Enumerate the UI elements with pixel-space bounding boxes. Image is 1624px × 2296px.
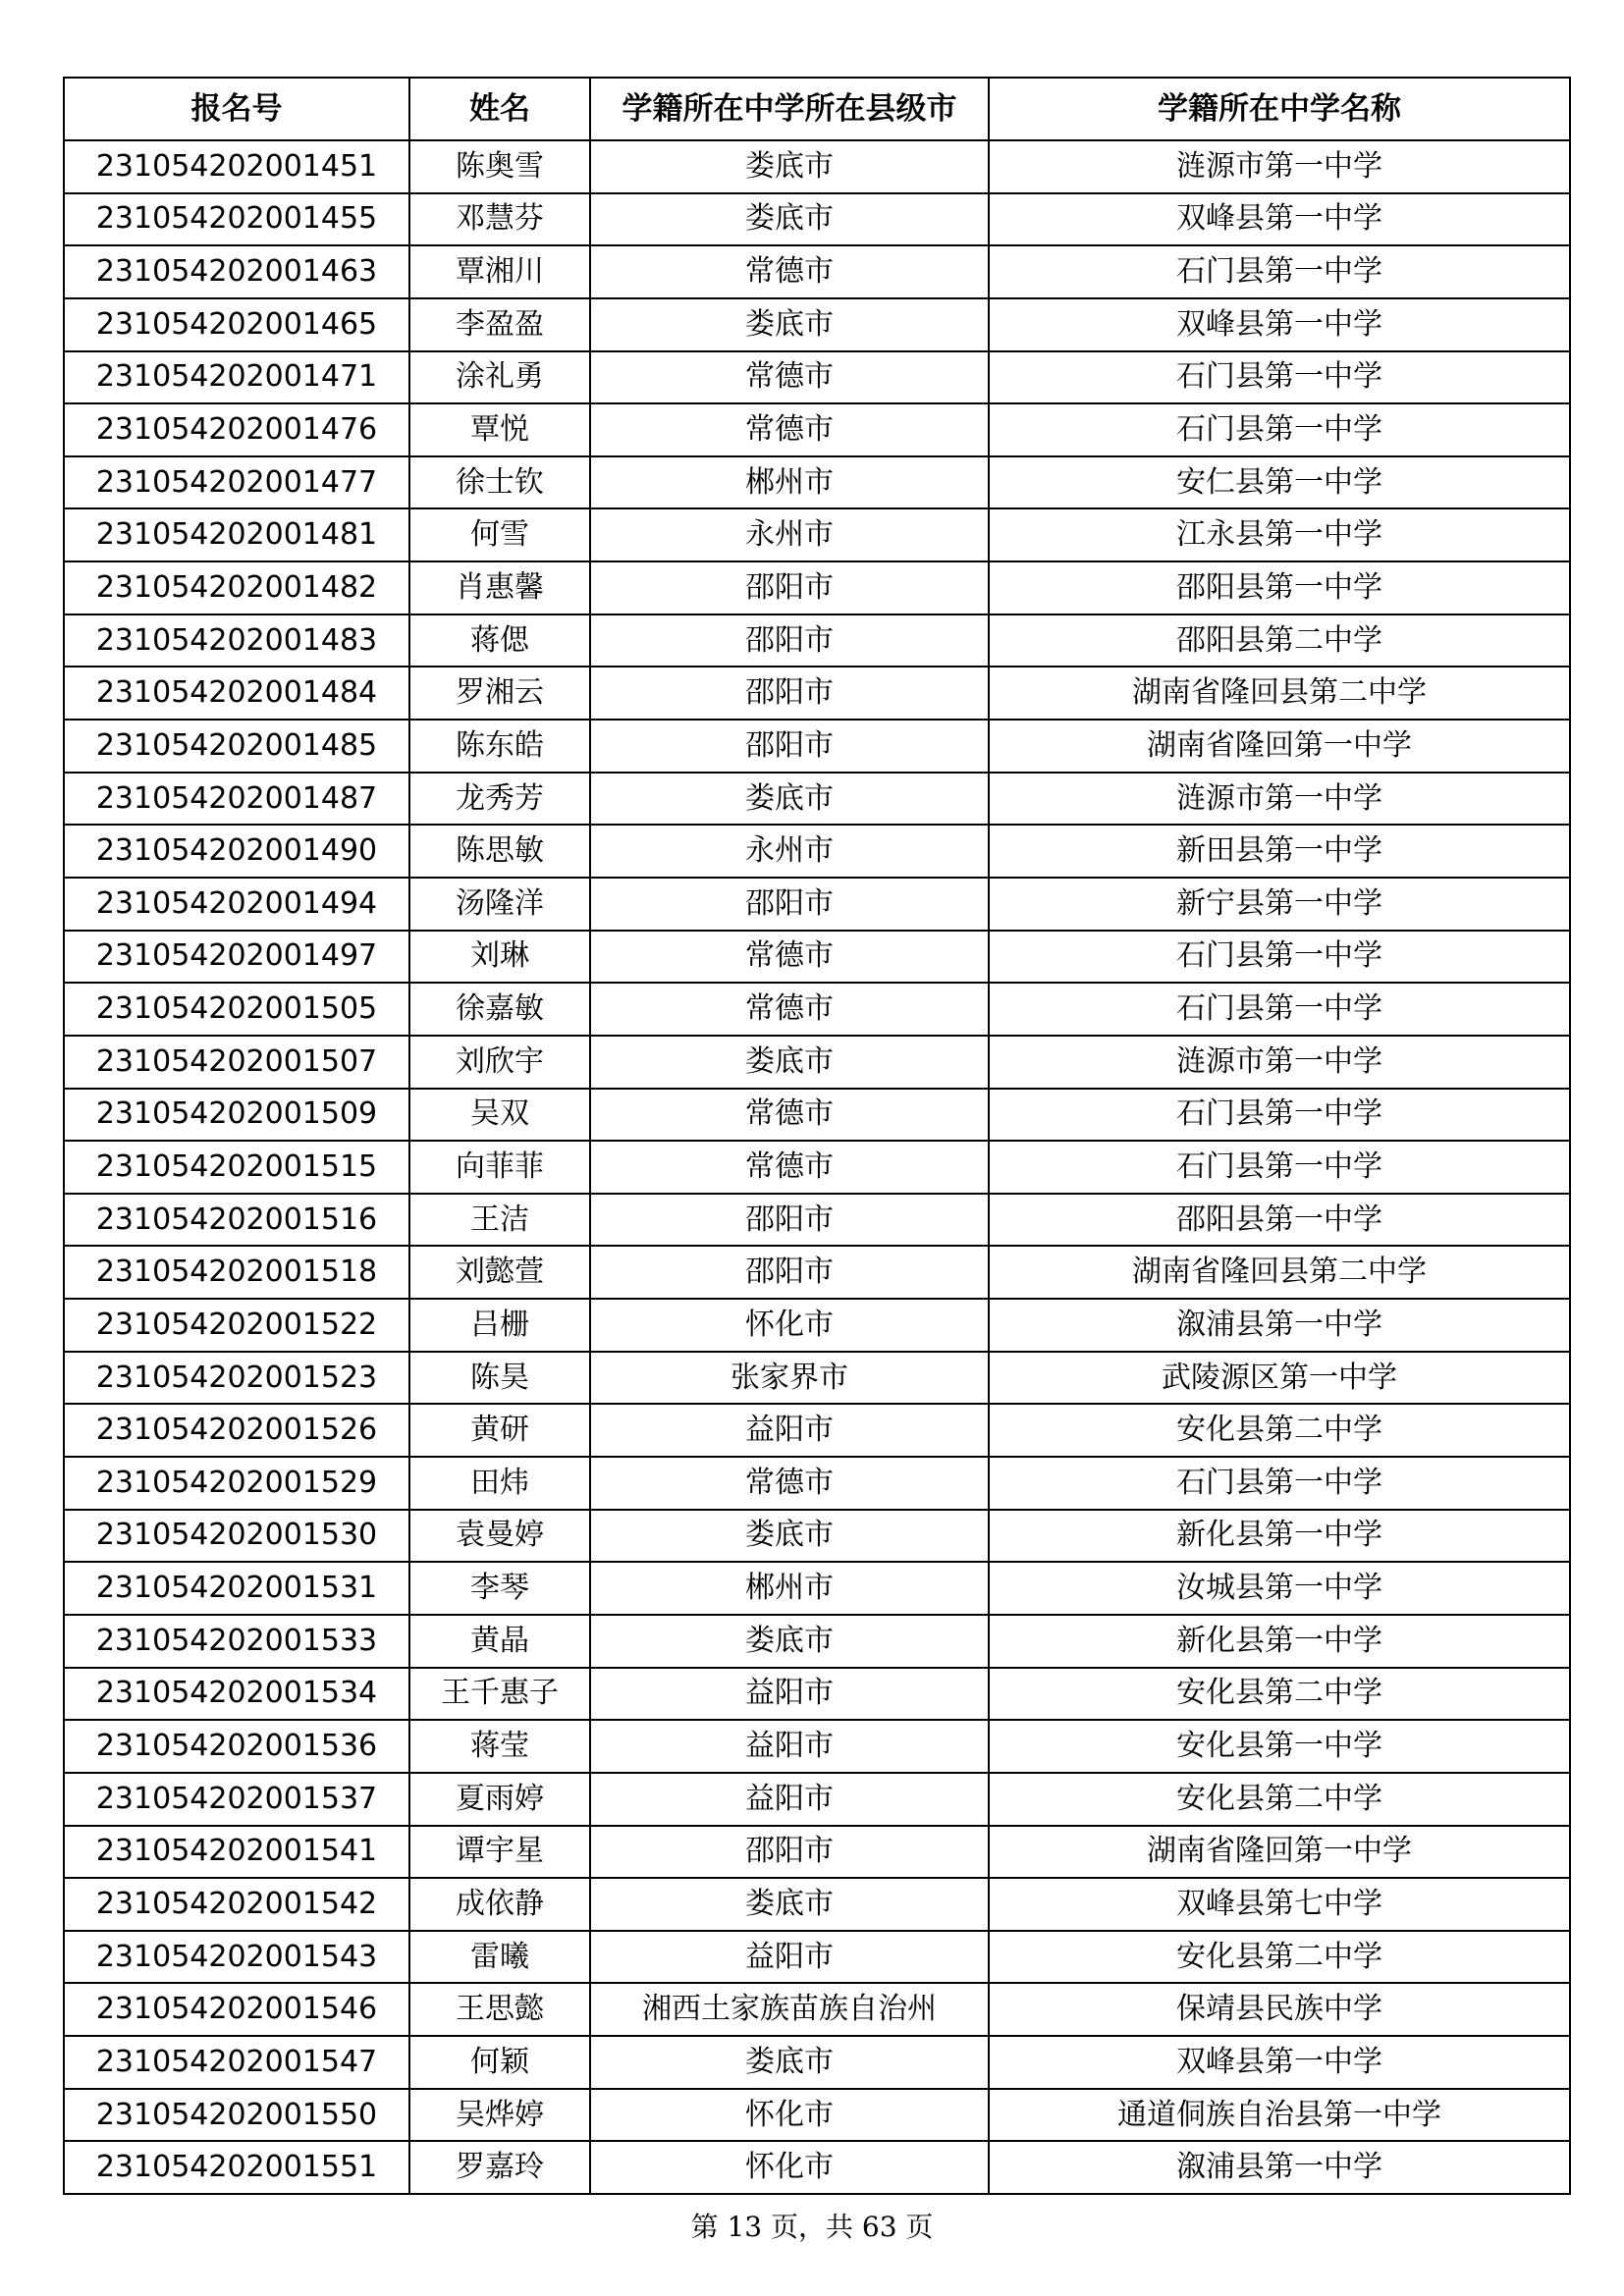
registration-number-cell: 231054202001471: [64, 351, 409, 404]
school-city-cell: 常德市: [590, 403, 989, 456]
table-row: [64, 1404, 1570, 1457]
table-row: [64, 1878, 1570, 1931]
registration-number-cell: 231054202001523: [64, 1352, 409, 1405]
registration-number-cell: 231054202001509: [64, 1089, 409, 1142]
school-city-cell: 湘西土家族苗族自治州: [590, 1983, 989, 2036]
table-row: [64, 2089, 1570, 2142]
registration-number-cell: 231054202001516: [64, 1194, 409, 1247]
school-city-cell: 怀化市: [590, 1299, 989, 1352]
student-name-cell: 罗湘云: [409, 667, 590, 720]
table-row: [64, 1826, 1570, 1879]
table-row: [64, 1194, 1570, 1247]
registration-number-cell: 231054202001546: [64, 1983, 409, 2036]
student-name-cell: 成依静: [409, 1878, 590, 1931]
registration-number-cell: 231054202001526: [64, 1404, 409, 1457]
table-row: [64, 561, 1570, 614]
table-row: [64, 193, 1570, 246]
registration-number-cell: 231054202001497: [64, 931, 409, 984]
school-name-cell: 石门县第一中学: [989, 403, 1570, 456]
school-name-cell: 双峰县第一中学: [989, 298, 1570, 351]
registration-number-cell: 231054202001536: [64, 1720, 409, 1773]
column-header-school-city: 学籍所在中学所在县级市: [590, 78, 989, 140]
school-city-cell: 益阳市: [590, 1720, 989, 1773]
school-city-cell: 娄底市: [590, 2036, 989, 2089]
school-name-cell: 石门县第一中学: [989, 1141, 1570, 1194]
table-row: [64, 2141, 1570, 2194]
school-city-cell: 娄底市: [590, 298, 989, 351]
registration-number-cell: 231054202001477: [64, 456, 409, 509]
school-name-cell: 安化县第二中学: [989, 1404, 1570, 1457]
school-name-cell: 新化县第一中学: [989, 1615, 1570, 1668]
school-city-cell: 常德市: [590, 1089, 989, 1142]
school-city-cell: 娄底市: [590, 1036, 989, 1089]
student-name-cell: 邓慧芬: [409, 193, 590, 246]
student-name-cell: 李琴: [409, 1562, 590, 1615]
school-name-cell: 邵阳县第二中学: [989, 614, 1570, 667]
student-name-cell: 刘欣宇: [409, 1036, 590, 1089]
school-name-cell: 湖南省隆回县第二中学: [989, 667, 1570, 720]
school-city-cell: 永州市: [590, 825, 989, 878]
student-name-cell: 王洁: [409, 1194, 590, 1247]
registration-number-cell: 231054202001485: [64, 720, 409, 773]
school-name-cell: 安化县第一中学: [989, 1720, 1570, 1773]
table-row: [64, 667, 1570, 720]
school-city-cell: 常德市: [590, 1457, 989, 1510]
school-city-cell: 邵阳市: [590, 614, 989, 667]
student-name-cell: 覃湘川: [409, 245, 590, 298]
school-name-cell: 涟源市第一中学: [989, 773, 1570, 826]
student-name-cell: 龙秀芳: [409, 773, 590, 826]
school-city-cell: 邵阳市: [590, 1194, 989, 1247]
registration-number-cell: 231054202001529: [64, 1457, 409, 1510]
school-city-cell: 娄底市: [590, 140, 989, 193]
student-name-cell: 陈奥雪: [409, 140, 590, 193]
school-name-cell: 石门县第一中学: [989, 1457, 1570, 1510]
table-row: [64, 298, 1570, 351]
table-row: [64, 1510, 1570, 1563]
school-name-cell: 汝城县第一中学: [989, 1562, 1570, 1615]
registration-number-cell: 231054202001476: [64, 403, 409, 456]
student-name-cell: 王千惠子: [409, 1668, 590, 1721]
school-name-cell: 溆浦县第一中学: [989, 2141, 1570, 2194]
school-city-cell: 益阳市: [590, 1668, 989, 1721]
registration-number-cell: 231054202001505: [64, 983, 409, 1036]
school-name-cell: 石门县第一中学: [989, 1089, 1570, 1142]
registration-number-cell: 231054202001463: [64, 245, 409, 298]
registration-number-cell: 231054202001490: [64, 825, 409, 878]
registration-number-cell: 231054202001531: [64, 1562, 409, 1615]
registration-number-cell: 231054202001455: [64, 193, 409, 246]
registration-number-cell: 231054202001541: [64, 1826, 409, 1879]
table-row: [64, 351, 1570, 404]
school-city-cell: 怀化市: [590, 2089, 989, 2142]
school-name-cell: 通道侗族自治县第一中学: [989, 2089, 1570, 2142]
table-row: [64, 456, 1570, 509]
school-city-cell: 娄底市: [590, 1878, 989, 1931]
school-city-cell: 常德市: [590, 983, 989, 1036]
registration-number-cell: 231054202001494: [64, 878, 409, 931]
school-name-cell: 湖南省隆回第一中学: [989, 720, 1570, 773]
table-row: [64, 1352, 1570, 1405]
school-name-cell: 双峰县第一中学: [989, 193, 1570, 246]
school-name-cell: 邵阳县第一中学: [989, 561, 1570, 614]
student-name-cell: 王思懿: [409, 1983, 590, 2036]
table-row: [64, 1089, 1570, 1142]
school-city-cell: 娄底市: [590, 1510, 989, 1563]
school-name-cell: 湖南省隆回第一中学: [989, 1826, 1570, 1879]
table-row: [64, 403, 1570, 456]
student-name-cell: 吕栅: [409, 1299, 590, 1352]
student-name-cell: 涂礼勇: [409, 351, 590, 404]
school-name-cell: 湖南省隆回县第二中学: [989, 1246, 1570, 1299]
student-name-cell: 吴烨婷: [409, 2089, 590, 2142]
table-row: [64, 1615, 1570, 1668]
table-row: [64, 614, 1570, 667]
column-header-name: 姓名: [409, 78, 590, 140]
table-row: [64, 1246, 1570, 1299]
school-name-cell: 石门县第一中学: [989, 931, 1570, 984]
registration-number-cell: 231054202001484: [64, 667, 409, 720]
table-row: [64, 1931, 1570, 1984]
school-city-cell: 益阳市: [590, 1931, 989, 1984]
student-name-cell: 陈东皓: [409, 720, 590, 773]
student-name-cell: 黄研: [409, 1404, 590, 1457]
student-name-cell: 刘琳: [409, 931, 590, 984]
student-name-cell: 蒋莹: [409, 1720, 590, 1773]
registration-number-cell: 231054202001537: [64, 1773, 409, 1826]
school-city-cell: 常德市: [590, 351, 989, 404]
school-name-cell: 新宁县第一中学: [989, 878, 1570, 931]
student-name-cell: 吴双: [409, 1089, 590, 1142]
school-name-cell: 双峰县第一中学: [989, 2036, 1570, 2089]
table-row: [64, 2036, 1570, 2089]
table-row: [64, 1141, 1570, 1194]
student-name-cell: 汤隆洋: [409, 878, 590, 931]
school-name-cell: 保靖县民族中学: [989, 1983, 1570, 2036]
school-name-cell: 新化县第一中学: [989, 1510, 1570, 1563]
admission-list-sheet: [63, 77, 1569, 2195]
school-name-cell: 石门县第一中学: [989, 983, 1570, 1036]
student-name-cell: 何雪: [409, 508, 590, 561]
student-name-cell: 陈思敏: [409, 825, 590, 878]
registration-number-cell: 231054202001550: [64, 2089, 409, 2142]
registration-number-cell: 231054202001507: [64, 1036, 409, 1089]
table-header-row: [64, 78, 1570, 140]
table-row: [64, 1983, 1570, 2036]
student-name-cell: 何颖: [409, 2036, 590, 2089]
registration-number-cell: 231054202001530: [64, 1510, 409, 1563]
school-name-cell: 安仁县第一中学: [989, 456, 1570, 509]
registration-number-cell: 231054202001481: [64, 508, 409, 561]
table-row: [64, 1773, 1570, 1826]
school-city-cell: 益阳市: [590, 1404, 989, 1457]
school-city-cell: 邵阳市: [590, 1826, 989, 1879]
student-name-cell: 蒋偲: [409, 614, 590, 667]
school-name-cell: 石门县第一中学: [989, 351, 1570, 404]
school-city-cell: 益阳市: [590, 1773, 989, 1826]
table-row: [64, 825, 1570, 878]
registration-number-cell: 231054202001483: [64, 614, 409, 667]
student-name-cell: 刘懿萱: [409, 1246, 590, 1299]
school-name-cell: 涟源市第一中学: [989, 140, 1570, 193]
column-header-school-name: 学籍所在中学名称: [989, 78, 1570, 140]
student-name-cell: 雷曦: [409, 1931, 590, 1984]
table-row: [64, 773, 1570, 826]
table-row: [64, 1720, 1570, 1773]
registration-number-cell: 231054202001551: [64, 2141, 409, 2194]
table-row: [64, 983, 1570, 1036]
registration-number-cell: 231054202001534: [64, 1668, 409, 1721]
table-row: [64, 140, 1570, 193]
school-name-cell: 双峰县第七中学: [989, 1878, 1570, 1931]
student-name-cell: 黄晶: [409, 1615, 590, 1668]
school-name-cell: 安化县第二中学: [989, 1931, 1570, 1984]
school-city-cell: 邵阳市: [590, 561, 989, 614]
school-city-cell: 怀化市: [590, 2141, 989, 2194]
table-row: [64, 1668, 1570, 1721]
school-name-cell: 石门县第一中学: [989, 245, 1570, 298]
student-name-cell: 覃悦: [409, 403, 590, 456]
registration-number-cell: 231054202001482: [64, 561, 409, 614]
school-city-cell: 娄底市: [590, 193, 989, 246]
school-city-cell: 娄底市: [590, 1615, 989, 1668]
table-row: [64, 931, 1570, 984]
student-name-cell: 谭宇星: [409, 1826, 590, 1879]
page-footer: 第 13 页，共 63 页: [690, 2211, 934, 2243]
school-name-cell: 邵阳县第一中学: [989, 1194, 1570, 1247]
admission-list-table: [63, 77, 1571, 2195]
school-city-cell: 常德市: [590, 1141, 989, 1194]
school-name-cell: 安化县第二中学: [989, 1773, 1570, 1826]
table-body: [64, 140, 1570, 2194]
registration-number-cell: 231054202001543: [64, 1931, 409, 1984]
school-name-cell: 新田县第一中学: [989, 825, 1570, 878]
student-name-cell: 徐士钦: [409, 456, 590, 509]
school-name-cell: 溆浦县第一中学: [989, 1299, 1570, 1352]
student-name-cell: 罗嘉玲: [409, 2141, 590, 2194]
registration-number-cell: 231054202001533: [64, 1615, 409, 1668]
registration-number-cell: 231054202001515: [64, 1141, 409, 1194]
table-row: [64, 720, 1570, 773]
registration-number-cell: 231054202001487: [64, 773, 409, 826]
school-name-cell: 涟源市第一中学: [989, 1036, 1570, 1089]
table-row: [64, 1457, 1570, 1510]
student-name-cell: 徐嘉敏: [409, 983, 590, 1036]
registration-number-cell: 231054202001451: [64, 140, 409, 193]
school-name-cell: 安化县第二中学: [989, 1668, 1570, 1721]
student-name-cell: 袁曼婷: [409, 1510, 590, 1563]
registration-number-cell: 231054202001522: [64, 1299, 409, 1352]
school-city-cell: 郴州市: [590, 456, 989, 509]
school-city-cell: 张家界市: [590, 1352, 989, 1405]
school-name-cell: 江永县第一中学: [989, 508, 1570, 561]
school-city-cell: 常德市: [590, 931, 989, 984]
school-city-cell: 郴州市: [590, 1562, 989, 1615]
student-name-cell: 肖惠馨: [409, 561, 590, 614]
registration-number-cell: 231054202001518: [64, 1246, 409, 1299]
table-row: [64, 245, 1570, 298]
school-name-cell: 武陵源区第一中学: [989, 1352, 1570, 1405]
school-city-cell: 邵阳市: [590, 720, 989, 773]
column-header-registration-number: 报名号: [64, 78, 409, 140]
registration-number-cell: 231054202001465: [64, 298, 409, 351]
school-city-cell: 永州市: [590, 508, 989, 561]
student-name-cell: 向菲菲: [409, 1141, 590, 1194]
student-name-cell: 夏雨婷: [409, 1773, 590, 1826]
registration-number-cell: 231054202001547: [64, 2036, 409, 2089]
student-name-cell: 田炜: [409, 1457, 590, 1510]
student-name-cell: 陈昊: [409, 1352, 590, 1405]
table-row: [64, 1299, 1570, 1352]
table-row: [64, 1562, 1570, 1615]
table-row: [64, 878, 1570, 931]
table-row: [64, 508, 1570, 561]
school-city-cell: 邵阳市: [590, 878, 989, 931]
student-name-cell: 李盈盈: [409, 298, 590, 351]
table-row: [64, 1036, 1570, 1089]
school-city-cell: 常德市: [590, 245, 989, 298]
school-city-cell: 邵阳市: [590, 1246, 989, 1299]
registration-number-cell: 231054202001542: [64, 1878, 409, 1931]
school-city-cell: 娄底市: [590, 773, 989, 826]
school-city-cell: 邵阳市: [590, 667, 989, 720]
